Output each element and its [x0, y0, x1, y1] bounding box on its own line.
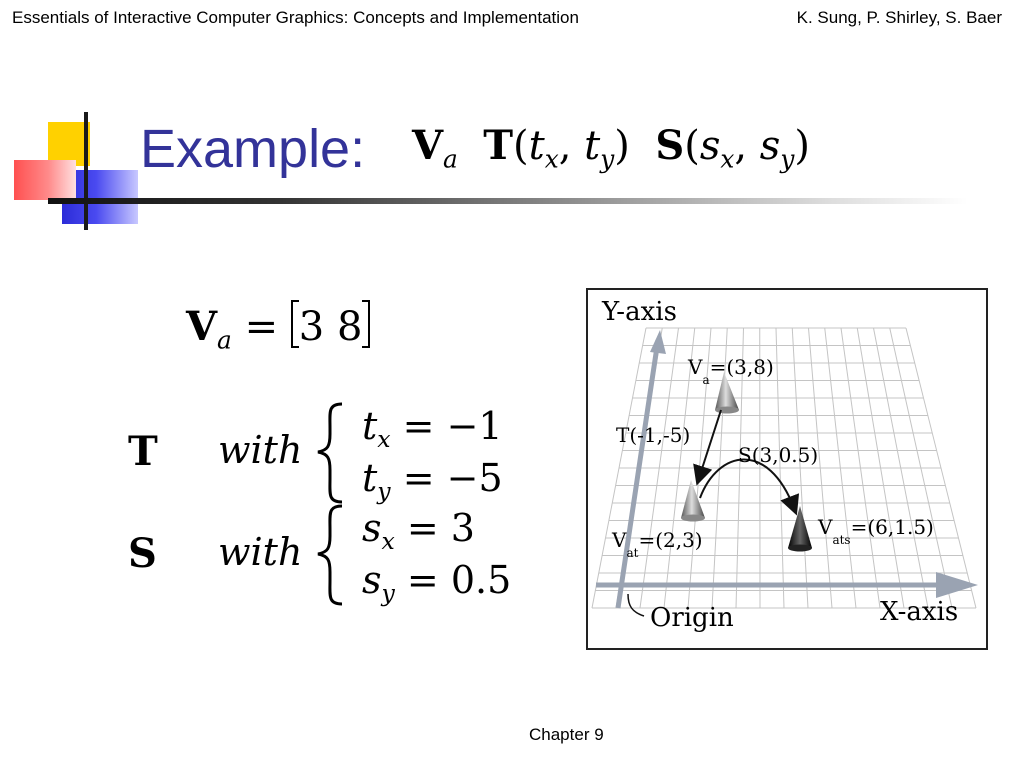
slide-title: Example: — [140, 119, 366, 179]
sy-equation: $s_y = 0.5$ — [362, 558, 512, 608]
y-axis-arrowhead — [650, 330, 666, 354]
header-authors: K. Sung, P. Shirley, S. Baer — [796, 8, 1002, 27]
va-definition: $V_a = 3$ 8 — [186, 300, 370, 355]
ty-equation: $t_y = -5$ — [362, 456, 503, 506]
sx-equation: $s_x = 3$ — [362, 506, 475, 556]
figure-canvas — [588, 290, 986, 648]
x-axis-label: X-axis — [880, 597, 959, 627]
origin-label: Origin — [650, 603, 734, 633]
brace-scale — [318, 506, 342, 604]
x-axis-arrowhead — [936, 572, 978, 598]
decor-vertical-bar — [84, 112, 88, 230]
scale-label: S(3,0.5) — [738, 443, 819, 467]
footer-chapter: Chapter 9 — [529, 725, 604, 744]
vats-label: $V_{ats}=(6,1.5)$ — [818, 515, 934, 547]
translate-label: T — [128, 428, 158, 475]
perspective-grid — [592, 328, 976, 608]
scale-with: with — [218, 530, 303, 574]
translate-label: T(-1,-5) — [616, 423, 691, 447]
cone-vat — [681, 480, 705, 522]
brace-translate — [318, 404, 342, 502]
vat-label: $V_{at}=(2,3)$ — [612, 528, 703, 560]
decor-red-square — [14, 160, 76, 200]
cone-vats — [788, 506, 812, 552]
va-value: 3 8 — [298, 304, 363, 350]
va-label: $V_a=(3,8)$ — [688, 355, 774, 387]
translate-with: with — [218, 428, 303, 472]
curly-braces — [310, 398, 360, 612]
right-bracket — [362, 300, 370, 348]
y-axis-label: Y-axis — [602, 297, 677, 327]
tx-equation: $t_x = -1$ — [362, 404, 503, 454]
transform-expression: $V_a$ $T(t_x$, $t_y$) $S(s_x$, $s_y$) — [412, 122, 810, 174]
scale-label: S — [128, 530, 157, 577]
left-bracket — [291, 300, 299, 348]
transform-figure — [586, 288, 988, 650]
header-course-title: Essentials of Interactive Computer Graphics: Concepts and Implementation — [12, 8, 579, 27]
title-underline — [48, 198, 968, 204]
